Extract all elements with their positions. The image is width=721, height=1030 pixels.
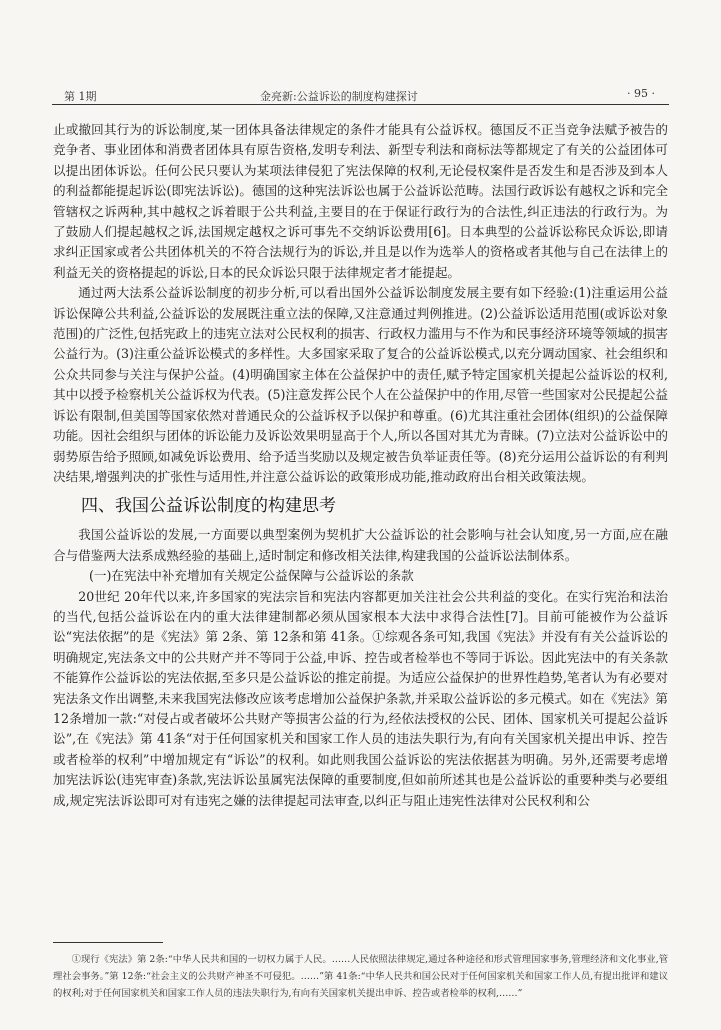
paragraph-foreign-litigation: 止或撤回其行为的诉讼制度,某一团体具备法律规定的条件才能具有公益诉权。德国反不正当竞争法赋予被告的竞争者、事业团体和消费者团体具有原告资格,发明专利法、新型专利法和商标法等都规定了有关的公益团体可以提出团体诉讼。任何公民只要认为某项法律侵犯了宪法保障的权利,无论侵权案件是否发生和是否涉及到本人的利益都能提起诉讼(即宪法诉讼)。德国的这种宪法诉讼也属于公益诉讼范畴。法国行政诉讼有越权之诉和完全管辖权之诉两种,其中越权之诉着眼于公共利益,主要目的在于保证行政行为的合法性,纠正违法的行政行为。为了鼓励人们提起越权之诉,法国规定越权之诉可事先不交纳诉讼费用[6]。日本典型的公益诉讼称民众诉讼,即请求纠正国家或者公共团体机关的不符合法规行为的诉讼,并且是以作为选举人的资格或者其他与自己在法律上的利益无关的资格提起的诉讼,日本的民众诉讼只限于法律规定者才能提起。 (53, 122, 668, 280)
subsection-title: (一)在宪法中补充增加有关规定公益保障与公益诉讼的条款 (89, 568, 414, 584)
paragraph-experience-summary: 通过两大法系公益诉讼制度的初步分析,可以看出国外公益诉讼制度发展主要有如下经验:(1)注重运用公益诉讼保障公共利益,公益诉讼的发展既注重立法的保障,又注意通过判例推进。(2)公益诉讼适用范围(或诉讼对象范围)的广泛性,包括宪政上的违宪立法对公民权利的损害、行政权力滥用与不作为和民事经济环境等领域的损害公益行为。(3)注重公益诉讼模式的多样性。大多国家采取了复合的公益诉讼模式,以充分调动国家、社会组织和公众共同参与关注与保护公益。(4)明确国家主体在公益保护中的责任,赋予特定国家机关提起公益诉讼的权利,其中以授予检察机关公益诉权为代表。(5)注意发挥公民个人在公益保护中的作用,尽管一些国家对公民提起公益诉讼有限制,但美国等国家依然对普通民众的公益诉权予以保护和尊重。(6)尤其注重社会团体(组织)的公益保障功能。因社会组织与团体的诉讼能力及诉讼效果明显高于个人,所以各国对其尤为青睐。(7)立法对公益诉讼中的弱势原告给予照顾,如减免诉讼费用、给予适当奖励以及规定被告负举证责任等。(8)充分运用公益诉讼的有利判决结果,增强判决的扩张性与适用性,并注意公益诉讼的政策形成功能,推动政府出台相关政策法规。 (53, 285, 668, 484)
running-header (52, 86, 669, 105)
issue-label: 第 1期 (64, 90, 97, 103)
footnote-rule (53, 942, 163, 943)
footnote: ①现行《宪法》第 2条:“中华人民共和国的一切权力属于人民。……人民依照法律规定,通过各种途径和形式管理国家事务,管理经济和文化事业,管理社会事务。”第 12条:“社会主义的公共财产神圣不可侵犯。……”第 41条:“中华人民共和国公民对于任何国家机关和国家工作人员,有提出批评和建议的权利;对于任何国家机关和国家工作人员的违法失职行为,有向有关国家机关提出申诉、控告或者检举的权利,……” (53, 954, 668, 999)
footnote-area (53, 942, 668, 1002)
paragraph-section-intro: 我国公益诉讼的发展,一方面要以典型案例为契机扩大公益诉讼的社会影响与社会认知度,另一方面,应在融合与借鉴两大法系成熟经验的基础上,适时制定和修改相关法律,构建我国的公益诉讼法制体系。 (53, 527, 668, 563)
article-running-title: 金亮新:公益诉讼的制度构建探讨 (260, 90, 418, 103)
paragraph-constitution: 20世纪 20年代以来,许多国家的宪法宗旨和宪法内容都更加关注社会公共利益的变化。在实行宪治和法治的当代,包括公益诉讼在内的重大法律建制都必须从国家根本大法中求得合法性[7]。目前可能被作为公益诉讼“宪法依据”的是《宪法》第 2条、第 12条和第 41条。①综观各条可知,我国《宪法》并没有有关公益诉讼的明确规定,宪法条文中的公共财产并不等同于公益,申诉、控告或者检举也不等同于诉讼。因此宪法中的有关条款不能算作公益诉讼的宪法依据,至多只是公益诉讼的推定前提。为适应公益保护的世界性趋势,笔者认为有必要对宪法条文作出调整,未来我国宪法修改应该考虑增加公益保护条款,并采取公益诉讼的多元模式。如在《宪法》第 12条增加一款:“对侵占或者破坏公共财产等损害公益的行为,经依法授权的公民、团体、国家机关可提起公益诉讼”,在《宪法》第 41条“对于任何国家机关和国家工作人员的违法失职行为,有向有关国家机关提出申诉、控告或者检举的权利”中增加规定有“诉讼”的权利。如此则我国公益诉讼的宪法依据甚为明确。另外,还需要考虑增加宪法诉讼(违宪审查)条款,宪法诉讼虽属宪法保障的重要制度,但如前所述其也是公益诉讼的重要种类与必要组成,规定宪法诉讼即可对有违宪之嫌的法律提起司法审查,以纠正与阻止违宪性法律对公民权利和公 (53, 588, 668, 808)
section-title: 四、我国公益诉讼制度的构建思考 (81, 496, 336, 517)
page-number: · 95 · (627, 87, 655, 100)
article-body (53, 120, 668, 811)
